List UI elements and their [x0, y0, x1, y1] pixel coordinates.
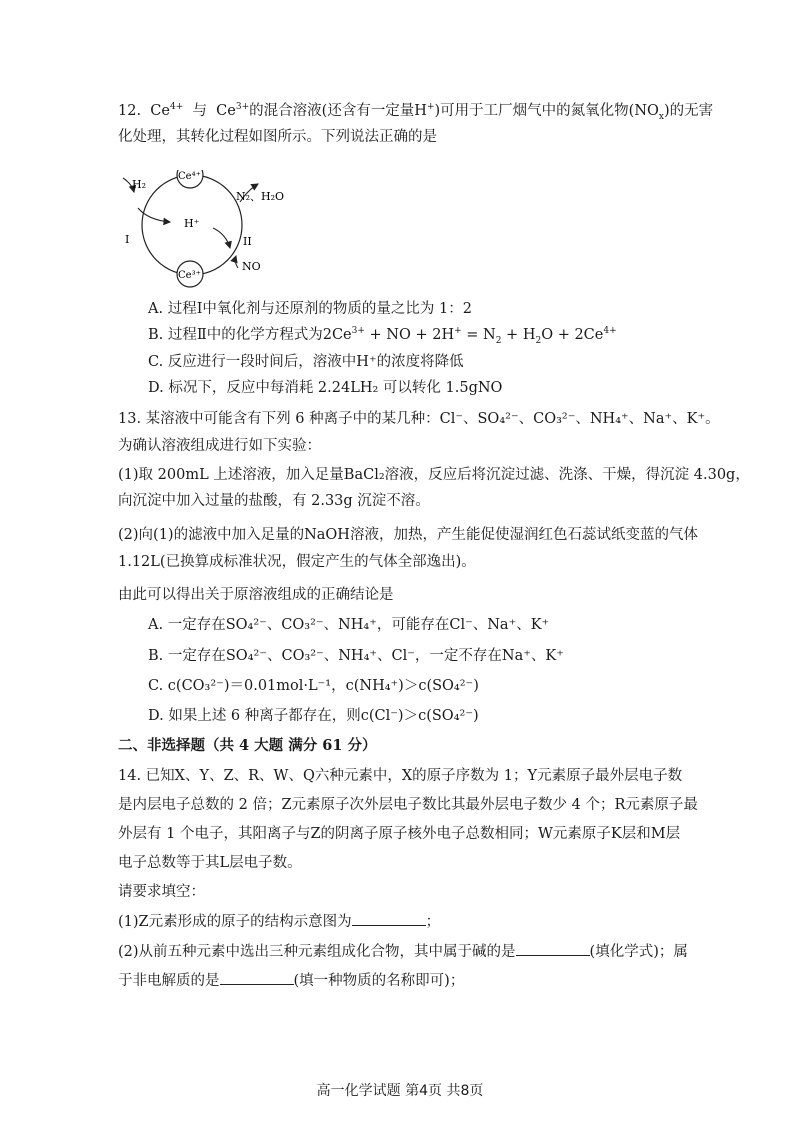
q14-line2: 是内层电子总数的 2 倍；Z元素原子次外层电子数比其最外层电子数少 4 个；R元素原子最 [118, 797, 698, 813]
roman-2: II [243, 235, 252, 248]
answer-blank-2[interactable] [516, 941, 590, 956]
q14-line5: 请要求填空： [118, 884, 205, 900]
q13-option-d: D. 如果上述 6 种离子都存在，则c(Cl⁻)＞c(SO₄²⁻) [148, 708, 479, 724]
q13-part2-b: 1.12L(已换算成标准状况，假定产生的气体全部逸出)。 [118, 554, 476, 570]
q13-option-a: A. 一定存在SO₄²⁻、CO₃²⁻、NH₄⁺，可能存在Cl⁻、Na⁺、K⁺ [148, 617, 550, 633]
hplus-label: H⁺ [184, 217, 200, 230]
h2-label: H₂ [132, 178, 147, 191]
section-heading: 二、非选择题（共 4 大题 满分 61 分） [118, 737, 377, 754]
q13-option-b: B. 一定存在SO₄²⁻、CO₃²⁻、NH₄⁺、Cl⁻，一定不存在Na⁺、K⁺ [148, 648, 564, 664]
q13-part1-b: 向沉淀中加入过量的盐酸，有 2.33g 沉淀不溶。 [118, 493, 430, 509]
no-arrow [235, 256, 238, 268]
answer-blank-3[interactable] [220, 970, 294, 985]
ce3-label: Ce³⁺ [178, 270, 201, 281]
answer-blank-1[interactable] [352, 911, 426, 926]
q12-option-d: D. 标况下，反应中每消耗 2.24LH₂ 可以转化 1.5gNO [148, 380, 503, 396]
cerium-cycle-diagram [118, 170, 308, 290]
q14-sub2: (2)从前五种元素中选出三种元素组成化合物，其中属于碱的是 (填化学式)；属 [118, 941, 720, 963]
q13-line2: 为确认溶液组成进行如下实验： [118, 438, 321, 454]
q13-option-c: C. c(CO₃²⁻)＝0.01mol·L⁻¹，c(NH₄⁺)＞c(SO₄²⁻) [148, 678, 479, 694]
q12-option-c: C. 反应进行一段时间后，溶液中H⁺的浓度将降低 [148, 354, 464, 370]
n2-label: N₂、H₂O [236, 190, 285, 203]
q13-conclusion: 由此可以得出关于原溶液组成的正确结论是 [118, 587, 394, 603]
no-label: NO [242, 260, 261, 273]
h-to-ce-arrow [213, 228, 230, 248]
q12-line1: 12. $Ce^{4+}$ 与 $Ce^{3+}$的混合溶液(还含有一定量H+)可用于工厂烟气中的氮氧化物$(NO_x)$的无害 [118, 102, 714, 122]
q13-line1: 13. 某溶液中可能含有下列 6 种离子中的某几种：Cl⁻、SO₄²⁻、CO₃²⁻、NH₄⁺、Na⁺、K⁺。 [118, 411, 720, 427]
q14-line4: 电子总数等于其L层电子数。 [118, 855, 302, 871]
q12-option-b: B. 过程Ⅱ中的化学方程式为$2Ce^{3+}$ + NO + $2H^+ = N_2 + H_2O + 2Ce^{4+}$ [148, 326, 617, 346]
roman-1: I [125, 233, 130, 246]
q14-line1: 14. 已知X、Y、Z、R、W、Q六种元素中，X的原子序数为 1；Y元素原子最外层电子数 [118, 768, 683, 784]
q14-sub2-cont: 于非电解质的是 (填一种物质的名称即可)； [118, 970, 720, 992]
q12-line2: 化处理，其转化过程如图所示。下列说法正确的是 [118, 129, 437, 145]
q12-option-a: A. 过程Ⅰ中氧化剂与还原剂的物质的量之比为 1：2 [148, 301, 472, 317]
q14-sub1: (1)Z元素形成的原子的结构示意图为 ； [118, 911, 720, 933]
ce4-label: Ce⁴⁺ [178, 171, 201, 182]
page-footer: 高一化学试题 第4页 共8页 [316, 1083, 484, 1099]
q13-part2-a: (2)向(1)的滤液中加入足量的NaOH溶液，加热，产生能促使湿润红色石蕊试纸变蓝的气体 [118, 527, 698, 543]
q14-line3: 外层有 1 个电子，其阳离子与Z的阴离子原子核外电子总数相同；W元素原子K层和M层 [118, 826, 681, 842]
q13-part1-a: (1)取 200mL 上述溶液，加入足量BaCl₂溶液，反应后将沉淀过滤、洗涤、干燥，得沉淀 4.30g， [118, 467, 750, 483]
